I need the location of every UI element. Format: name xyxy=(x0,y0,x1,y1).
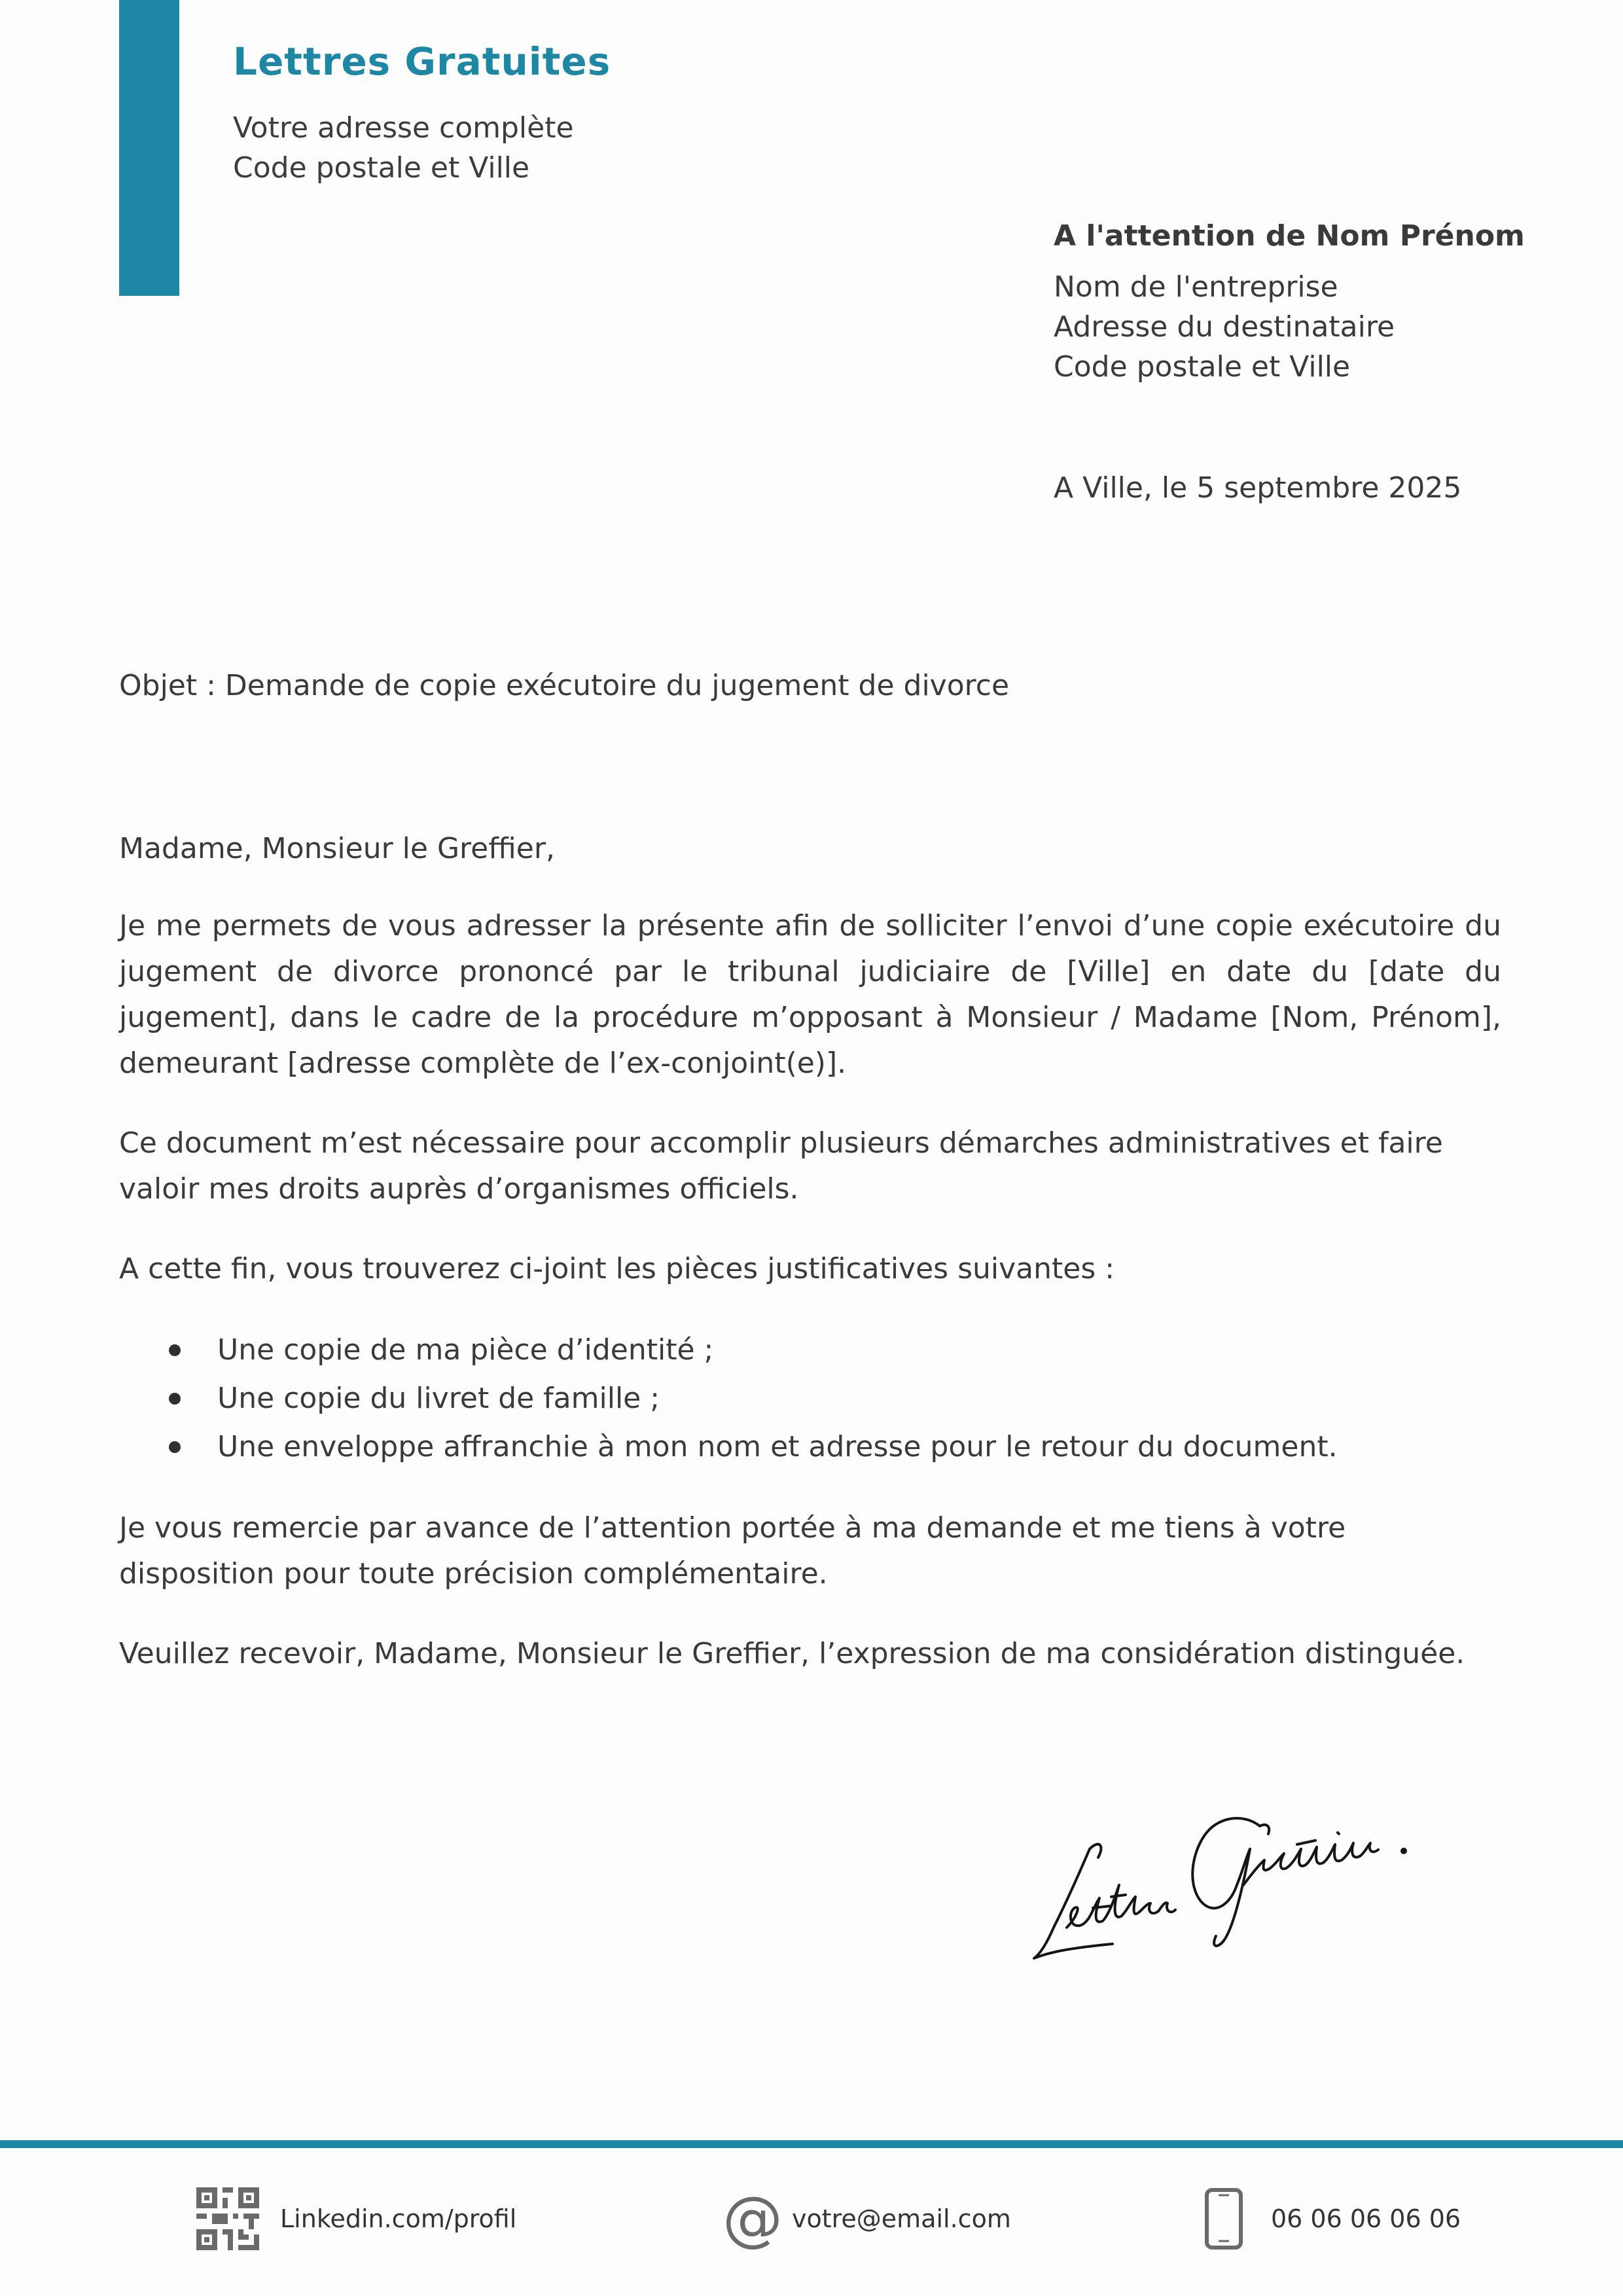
at-sign-icon: @ xyxy=(722,2183,783,2253)
sender-name: Lettres Gratuites xyxy=(233,39,611,84)
letter-date: A Ville, le 5 septembre 2025 xyxy=(1054,471,1462,505)
email-link[interactable]: votre@email.com xyxy=(792,2204,1011,2233)
linkedin-link[interactable]: Linkedin.com/profil xyxy=(280,2204,517,2233)
salutation: Madame, Monsieur le Greffier, xyxy=(119,832,555,865)
paragraph-attachments-intro: A cette fin, vous trouverez ci-joint les pièces justificatives suivantes : xyxy=(119,1252,1115,1285)
footer-divider xyxy=(0,2140,1623,2148)
sender-address-line: Votre adresse complète xyxy=(233,111,574,145)
header-accent-bar xyxy=(119,0,179,296)
qr-code-icon xyxy=(195,2186,260,2251)
footer-linkedin xyxy=(195,2186,516,2251)
footer-phone xyxy=(1191,2186,1461,2251)
paragraph-thanks: Je vous remercie par avance de l’attention portée à ma demande et me tiens à votre disposition pour toute précision complémentaire. xyxy=(119,1511,1346,1590)
paragraph-request: Je me permets de vous adresser la présente afin de solliciter l’envoi d’une copie exécutoire du jugement de divorce prononcé par le tribunal judiciaire de [Ville] en date du [date du jugement], dans le cadre de la procédure m’opposant à Monsieur / Madame [Nom, Prénom], demeurant [adresse complète de l’ex-conjoint(e)]. xyxy=(119,909,1501,1080)
recipient-block xyxy=(1054,219,1590,387)
footer-email xyxy=(720,2183,1011,2253)
mobile-phone-icon xyxy=(1191,2186,1257,2251)
handwritten-signature xyxy=(1027,1787,1420,1964)
list-item: Une copie du livret de famille ; xyxy=(217,1374,1501,1423)
closing-formula: Veuillez recevoir, Madame, Monsieur le Greffier, l’expression de ma considération distinguée. xyxy=(119,1637,1465,1670)
recipient-city: Code postale et Ville xyxy=(1054,350,1351,384)
list-item: Une copie de ma pièce d’identité ; xyxy=(217,1326,1501,1374)
list-item: Une enveloppe affranchie à mon nom et adresse pour le retour du document. xyxy=(217,1423,1501,1471)
letter-body xyxy=(119,826,1501,1711)
attachments-list xyxy=(119,1326,1501,1471)
sender-city-line: Code postale et Ville xyxy=(233,151,530,185)
phone-number: 06 06 06 06 06 xyxy=(1271,2204,1461,2233)
paragraph-purpose: Ce document m’est nécessaire pour accomplir plusieurs démarches administratives et faire valoir mes droits auprès d’organismes officiels. xyxy=(119,1126,1443,1206)
recipient-attention: A l'attention de Nom Prénom xyxy=(1054,219,1525,253)
recipient-address: Adresse du destinataire xyxy=(1054,310,1395,344)
recipient-company: Nom de l'entreprise xyxy=(1054,270,1338,304)
letter-subject: Objet : Demande de copie exécutoire du jugement de divorce xyxy=(119,669,1010,702)
